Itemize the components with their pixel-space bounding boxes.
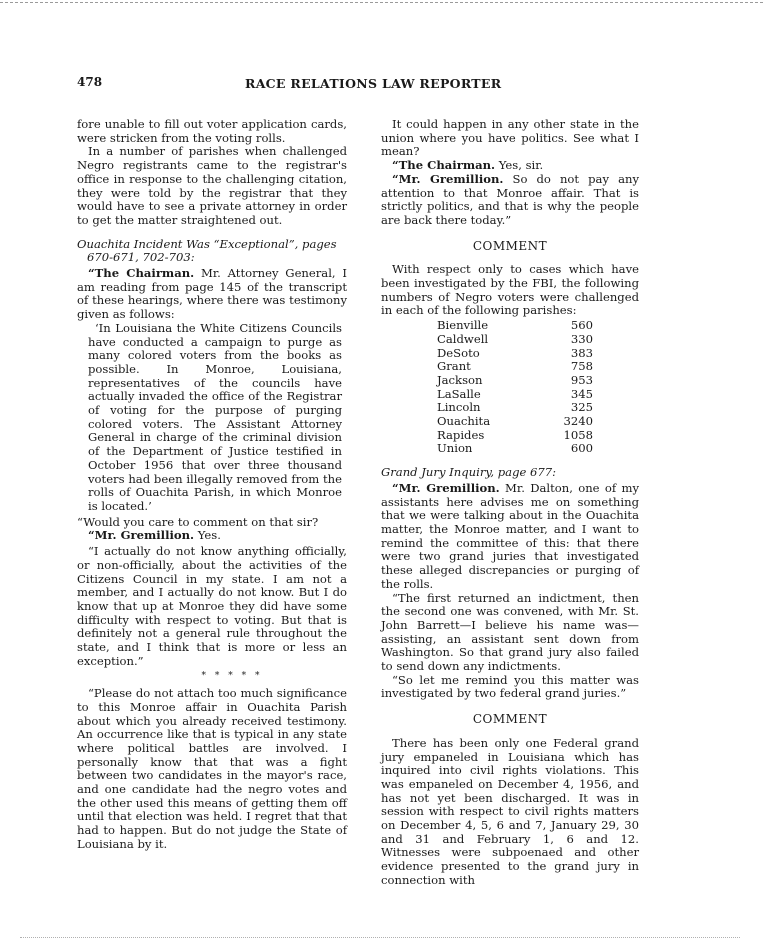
paragraph: “So let me remind you this matter was investigated by two federal grand juries.”: [381, 672, 639, 701]
parish-count: 383: [570, 345, 593, 360]
section-heading-ouachita: Ouachita Incident Was “Exceptional”, pages 670-671, 702-703:: [77, 236, 337, 265]
parish-count: 345: [570, 386, 593, 401]
table-row: [437, 347, 593, 361]
parish-name: Ouachita: [437, 414, 491, 429]
parish-name: Union: [437, 441, 473, 456]
table-row: [437, 319, 593, 333]
paragraph: fore unable to fill out voter application cards, were stricken from the voting rolls.: [77, 117, 347, 145]
parish-count: 560: [570, 318, 593, 333]
speech-text: So do not pay any attention to that Monroe affair. That is strictly politics, and that is why the people are back there today.”: [381, 171, 639, 227]
parish-count: 600: [570, 441, 593, 456]
paragraph: With respect only to cases which have been investigated by the FBI, the following numbers of Negro voters were challenged in each of the following parishes:: [381, 262, 639, 318]
speech-text: Yes, sir.: [495, 158, 544, 173]
parish-name: DeSoto: [437, 345, 480, 360]
paragraph-gremillion: [77, 529, 347, 543]
table-row: [437, 374, 593, 388]
table-row: [437, 333, 593, 347]
paragraph: “The first returned an indictment, then the second one was convened, with Mr. St. John Barrett—I believe his name was—assisting, an assistant sent down from Washington. So that grand jury also failed to send down any indictments.: [381, 590, 639, 674]
comment-heading: COMMENT: [472, 238, 548, 253]
speech-text: Yes.: [194, 528, 221, 543]
table-row: [437, 415, 593, 429]
speech-text: Mr. Dalton, one of my assistants here advises me on something that we were talking about in the Ouachita matter, the Monroe matter, and I want to remind the committee of this: that there were two grand juries that investigated these alleged discrepancies or purging of the rolls.: [381, 480, 639, 591]
speaker-label: “Mr. Gremillion.: [392, 480, 500, 495]
parish-count: 758: [570, 359, 593, 374]
parish-count: 3240: [563, 414, 593, 429]
parish-count: 953: [570, 372, 593, 387]
block-quote: ‘In Louisiana the White Citizens Councils have conducted a campaign to purge as many colored voters from the books as possible. In Monroe, Louisiana, representatives of the councils have actually invaded the office of the Registrar of voting for the purpose of purging colored voters. The Assistant Attorney General in charge of the criminal division of the Department of Justice testified in October 1956 that over three thousand voters had been illegally removed from the rolls of Ouachita Parish, in which Monroe is located.’: [88, 320, 342, 513]
parish-name: LaSalle: [437, 386, 481, 401]
bottom-scan-edge: [20, 937, 740, 938]
paragraph-chairman: [77, 267, 347, 322]
speech-text: Mr. Attorney General, I am reading from page 145 of the transcript of these hearings, where there was testimony given as follows:: [77, 266, 347, 322]
section-heading-grand-jury: Grand Jury Inquiry, page 677:: [381, 465, 557, 480]
paragraph: In a number of parishes when challenged Negro registrants came to the registrar's office in response to the challenging citation, they were told by the registrar that they would have to see a private attorney in order to get the matter straightened out.: [77, 144, 347, 227]
paragraph: It could happen in any other state in the union where you have politics. See what I mean?: [381, 117, 639, 159]
page-number: 478: [77, 75, 103, 89]
comment-heading: COMMENT: [472, 712, 548, 727]
running-head: RACE RELATIONS LAW REPORTER: [245, 76, 502, 91]
parish-count: 1058: [563, 427, 593, 442]
parish-name: Jackson: [437, 372, 483, 387]
ellipsis-stars: * * * * *: [201, 671, 263, 682]
parish-count: 325: [570, 400, 593, 415]
table-row: [437, 360, 593, 374]
top-scan-edge: [0, 2, 763, 3]
parish-count: 330: [570, 331, 593, 346]
paragraph: “Would you care to comment on that sir?: [77, 514, 319, 529]
parish-name: Bienville: [437, 318, 489, 333]
table-row: [437, 442, 593, 456]
paragraph: There has been only one Federal grand jury empaneled in Louisiana which has inquired into civil rights violations. This was empaneled on December 4, 1956, and has not yet been discharged. It was in session with respect to civil rights matters on December 4, 5, 6 and 7, January 29, 30 and 31 and February 1, 6 and 12. Witnesses were subpoenaed and other evidence presented to the grand jury in connection with: [381, 735, 639, 887]
table-row: [437, 429, 593, 443]
speaker-label: “Mr. Gremillion.: [392, 171, 504, 186]
paragraph-chairman: [381, 159, 639, 173]
speaker-label: “The Chairman.: [392, 158, 496, 173]
paragraph-gremillion: [381, 482, 639, 592]
table-row: [437, 401, 593, 415]
parish-table: [437, 319, 593, 456]
right-column: [381, 118, 639, 888]
parish-name: Lincoln: [437, 400, 481, 415]
parish-name: Grant: [437, 359, 471, 374]
left-column: [77, 118, 347, 852]
speaker-label: “Mr. Gremillion.: [88, 528, 195, 543]
paragraph: “I actually do not know anything officially, or non-officially, about the activities of the Citizens Council in my state. I am not a member, and I actually do not know. But I do know that up at Monroe they did have some difficulty with respect to voting. But that is definitely not a general rule throughout the state, and I think that is more or less an exception.”: [77, 544, 347, 668]
paragraph: “Please do not attach too much significance to this Monroe affair in Ouachita Parish about which you already received testimony. An occurrence like that is typical in any state where political battles are involved. I personally know that that was a fight between two candidates in the mayor's race, and one candidate had the negro votes and the other used this means of getting them off until that election was held. I regret that that had to happen. But do not judge the State of Louisiana by it.: [77, 686, 347, 851]
table-row: [437, 388, 593, 402]
paragraph-gremillion: [381, 173, 639, 228]
parish-name: Caldwell: [437, 331, 489, 346]
speaker-label: “The Chairman.: [88, 266, 195, 281]
parish-name: Rapides: [437, 427, 485, 442]
